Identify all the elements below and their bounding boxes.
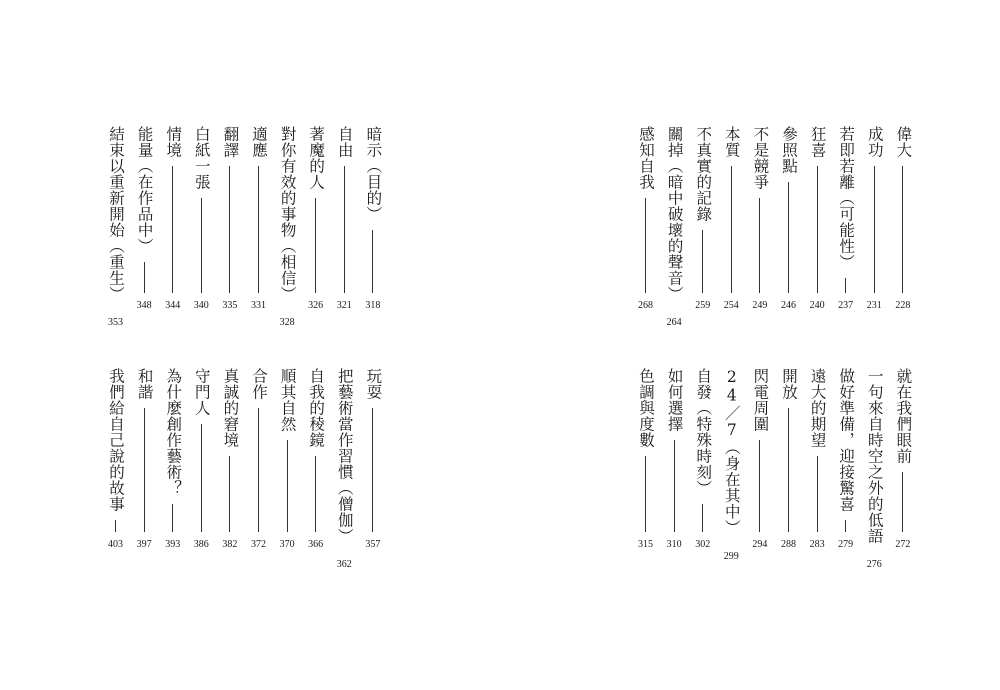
toc-entry — [250, 368, 267, 551]
toc-entry — [364, 126, 381, 312]
toc-entry-title: 把藝術當作習慣（僧伽） — [335, 368, 354, 544]
toc-entry — [164, 368, 181, 551]
toc-entry — [837, 126, 854, 312]
toc-entry-title: 白紙一張 — [192, 126, 211, 190]
toc-entry — [136, 126, 153, 312]
toc-entry — [164, 126, 181, 312]
toc-leader-line — [201, 198, 202, 293]
toc-entry — [751, 368, 768, 551]
toc-entry-title: 守門人 — [192, 368, 211, 416]
toc-page-number: 254 — [723, 300, 739, 311]
toc-entry — [866, 126, 883, 312]
toc-entry — [107, 368, 124, 551]
toc-entry — [193, 368, 210, 551]
toc-page-number: 372 — [250, 539, 266, 550]
toc-entry — [694, 368, 711, 551]
toc-leader-line — [172, 166, 173, 293]
toc-page-number: 237 — [838, 300, 854, 311]
toc-leader-line — [817, 166, 818, 293]
toc-entry — [665, 126, 684, 328]
toc-entry-title: 狂喜 — [808, 126, 827, 158]
toc-page-number: 228 — [895, 300, 911, 311]
toc-entry-title: 為什麼創作藝術？ — [164, 368, 183, 496]
toc-leader-line — [874, 166, 875, 293]
toc-leader-line — [645, 456, 646, 532]
toc-page-number: 321 — [336, 300, 352, 311]
toc-page-number: 366 — [308, 539, 324, 550]
toc-entry — [837, 368, 854, 551]
toc-entry-title: 和諧 — [135, 368, 154, 400]
toc-page-number: 310 — [666, 539, 682, 550]
toc-entry-title: 閃電周圍 — [751, 368, 770, 432]
toc-leader-line — [258, 166, 259, 293]
toc-page-number: 403 — [108, 539, 123, 550]
toc-entry-title: 遠大的期望 — [808, 368, 827, 448]
toc-page-number: 283 — [809, 539, 825, 550]
toc-entry-title: 24／7（身在其中） — [722, 368, 741, 536]
toc-leader-line — [788, 182, 789, 293]
toc-entry — [279, 368, 296, 551]
toc-page-number: 276 — [866, 559, 882, 570]
toc-page-number: 386 — [193, 539, 209, 550]
toc-page-number: 331 — [250, 300, 266, 311]
toc-leader-line — [902, 166, 903, 293]
toc-page-number: 326 — [308, 300, 324, 311]
toc-page-number: 294 — [752, 539, 768, 550]
toc-leader-line — [817, 456, 818, 532]
toc-entry-title: 偉大 — [894, 126, 913, 158]
toc-entry-title: 如何選擇 — [665, 368, 684, 432]
toc-entry — [666, 368, 683, 551]
toc-entry — [751, 126, 768, 312]
toc-leader-line — [372, 230, 373, 293]
toc-page-number: 279 — [838, 539, 854, 550]
toc-leader-line — [902, 472, 903, 532]
toc-entry-title: 關掉（暗中破壞的聲音） — [665, 126, 684, 302]
toc-entry-title: 合作 — [249, 368, 268, 400]
toc-entry — [780, 126, 797, 312]
toc-leader-line — [702, 504, 703, 532]
toc-page-number: 362 — [336, 559, 352, 570]
toc-entry — [637, 368, 654, 551]
toc-page-number: 344 — [165, 300, 181, 311]
toc-entry-title: 就在我們眼前 — [894, 368, 913, 464]
toc-leader-line — [229, 166, 230, 293]
toc-entry-title: 情境 — [164, 126, 183, 158]
toc-leader-line — [674, 440, 675, 532]
toc-leader-line — [731, 166, 732, 293]
toc-entry — [307, 368, 324, 551]
toc-page-number: 302 — [695, 539, 711, 550]
toc-entry-title: 不真實的記錄 — [694, 126, 713, 222]
toc-entry — [637, 126, 654, 312]
toc-entry-title: 不是競爭 — [751, 126, 770, 190]
toc-leader-line — [845, 278, 846, 293]
toc-page-number: 393 — [165, 539, 181, 550]
toc-leader-line — [172, 504, 173, 532]
toc-page-number: 315 — [638, 539, 653, 550]
toc-entry — [221, 126, 238, 312]
toc-leader-line — [344, 166, 345, 293]
toc-page-number: 231 — [866, 300, 882, 311]
toc-page-number: 240 — [809, 300, 825, 311]
toc-entry — [364, 368, 381, 551]
toc-entry — [278, 126, 297, 328]
toc-block-top-right — [637, 126, 913, 328]
toc-entry — [694, 126, 711, 312]
toc-leader-line — [845, 520, 846, 532]
toc-page-number: 272 — [895, 539, 911, 550]
toc-entry — [307, 126, 324, 312]
toc-entry-title: 暗示（目的） — [364, 126, 383, 222]
toc-page-number: 318 — [365, 300, 381, 311]
toc-leader-line — [645, 198, 646, 293]
toc-entry-title: 玩耍 — [364, 368, 383, 400]
toc-leader-line — [702, 230, 703, 293]
toc-entry-title: 我們給自己說的故事 — [107, 368, 125, 512]
toc-leader-line — [201, 424, 202, 532]
toc-entry-title: 順其自然 — [278, 368, 297, 432]
toc-entry — [107, 126, 125, 328]
toc-page-number: 357 — [365, 539, 381, 550]
toc-entry — [250, 126, 267, 312]
toc-entry — [136, 368, 153, 551]
toc-block-top-left — [107, 126, 383, 328]
toc-entry — [894, 126, 911, 312]
toc-entry-title: 若即若離（可能性） — [837, 126, 856, 270]
toc-leader-line — [144, 262, 145, 293]
toc-leader-line — [115, 520, 116, 532]
toc-entry — [894, 368, 911, 551]
toc-leader-line — [315, 456, 316, 532]
toc-leader-line — [788, 408, 789, 532]
toc-page-number: 264 — [666, 317, 682, 328]
toc-leader-line — [258, 408, 259, 532]
toc-entry-title: 感知自我 — [637, 126, 655, 190]
toc-entry-title: 能量（在作品中） — [135, 126, 154, 254]
toc-entry-title: 自發（特殊時刻） — [694, 368, 713, 496]
toc-entry-title: 本質 — [722, 126, 741, 158]
toc-entry — [809, 368, 826, 551]
toc-page-number: 249 — [752, 300, 768, 311]
toc-page-number: 397 — [136, 539, 152, 550]
toc-entry — [865, 368, 884, 570]
toc-entry-title: 自我的稜鏡 — [307, 368, 326, 448]
toc-entry — [723, 126, 740, 312]
toc-leader-line — [315, 198, 316, 293]
toc-page-number: 382 — [222, 539, 238, 550]
toc-entry-title: 開放 — [779, 368, 798, 400]
toc-leader-line — [372, 408, 373, 532]
toc-entry-title: 參照點 — [779, 126, 798, 174]
toc-entry-title: 一句來自時空之外的低語 — [865, 368, 884, 544]
toc-page-number: 299 — [723, 550, 739, 562]
toc-page-number: 370 — [279, 539, 295, 550]
toc-page-number: 259 — [695, 300, 711, 311]
toc-entry-title: 翻譯 — [221, 126, 240, 158]
toc-entry — [335, 368, 354, 570]
toc-block-bottom-left — [107, 368, 383, 570]
toc-page-number: 353 — [108, 317, 123, 328]
toc-leader-line — [759, 440, 760, 532]
toc-leader-line — [144, 408, 145, 532]
toc-entry — [221, 368, 238, 551]
toc-entry-title: 適應 — [249, 126, 268, 158]
toc-entry — [193, 126, 210, 312]
toc-entry — [809, 126, 826, 312]
toc-entry — [336, 126, 353, 312]
toc-entry-title: 結束以重新開始（重生） — [107, 126, 125, 302]
toc-leader-line — [229, 456, 230, 532]
toc-page-number: 328 — [279, 317, 295, 328]
toc-entry — [780, 368, 797, 551]
toc-leader-line — [287, 440, 288, 532]
toc-entry-title: 自由 — [335, 126, 354, 158]
toc-leader-line — [759, 198, 760, 293]
toc-entry-title: 做好準備，迎接驚喜 — [837, 368, 856, 512]
toc-entry-title: 成功 — [865, 126, 884, 158]
toc-page-number: 335 — [222, 300, 238, 311]
toc-page-number: 340 — [193, 300, 209, 311]
toc-entry — [722, 368, 741, 562]
toc-block-bottom-right — [637, 368, 913, 570]
toc-entry-title: 真誠的窘境 — [221, 368, 240, 448]
toc-entry-title: 色調與度數 — [637, 368, 655, 448]
toc-page-number: 288 — [780, 539, 796, 550]
toc-page-number: 246 — [780, 300, 796, 311]
toc-entry-title: 對你有效的事物（相信） — [278, 126, 297, 302]
toc-page-number: 348 — [136, 300, 152, 311]
toc-page-number: 268 — [638, 300, 653, 311]
toc-entry-title: 著魔的人 — [307, 126, 326, 190]
